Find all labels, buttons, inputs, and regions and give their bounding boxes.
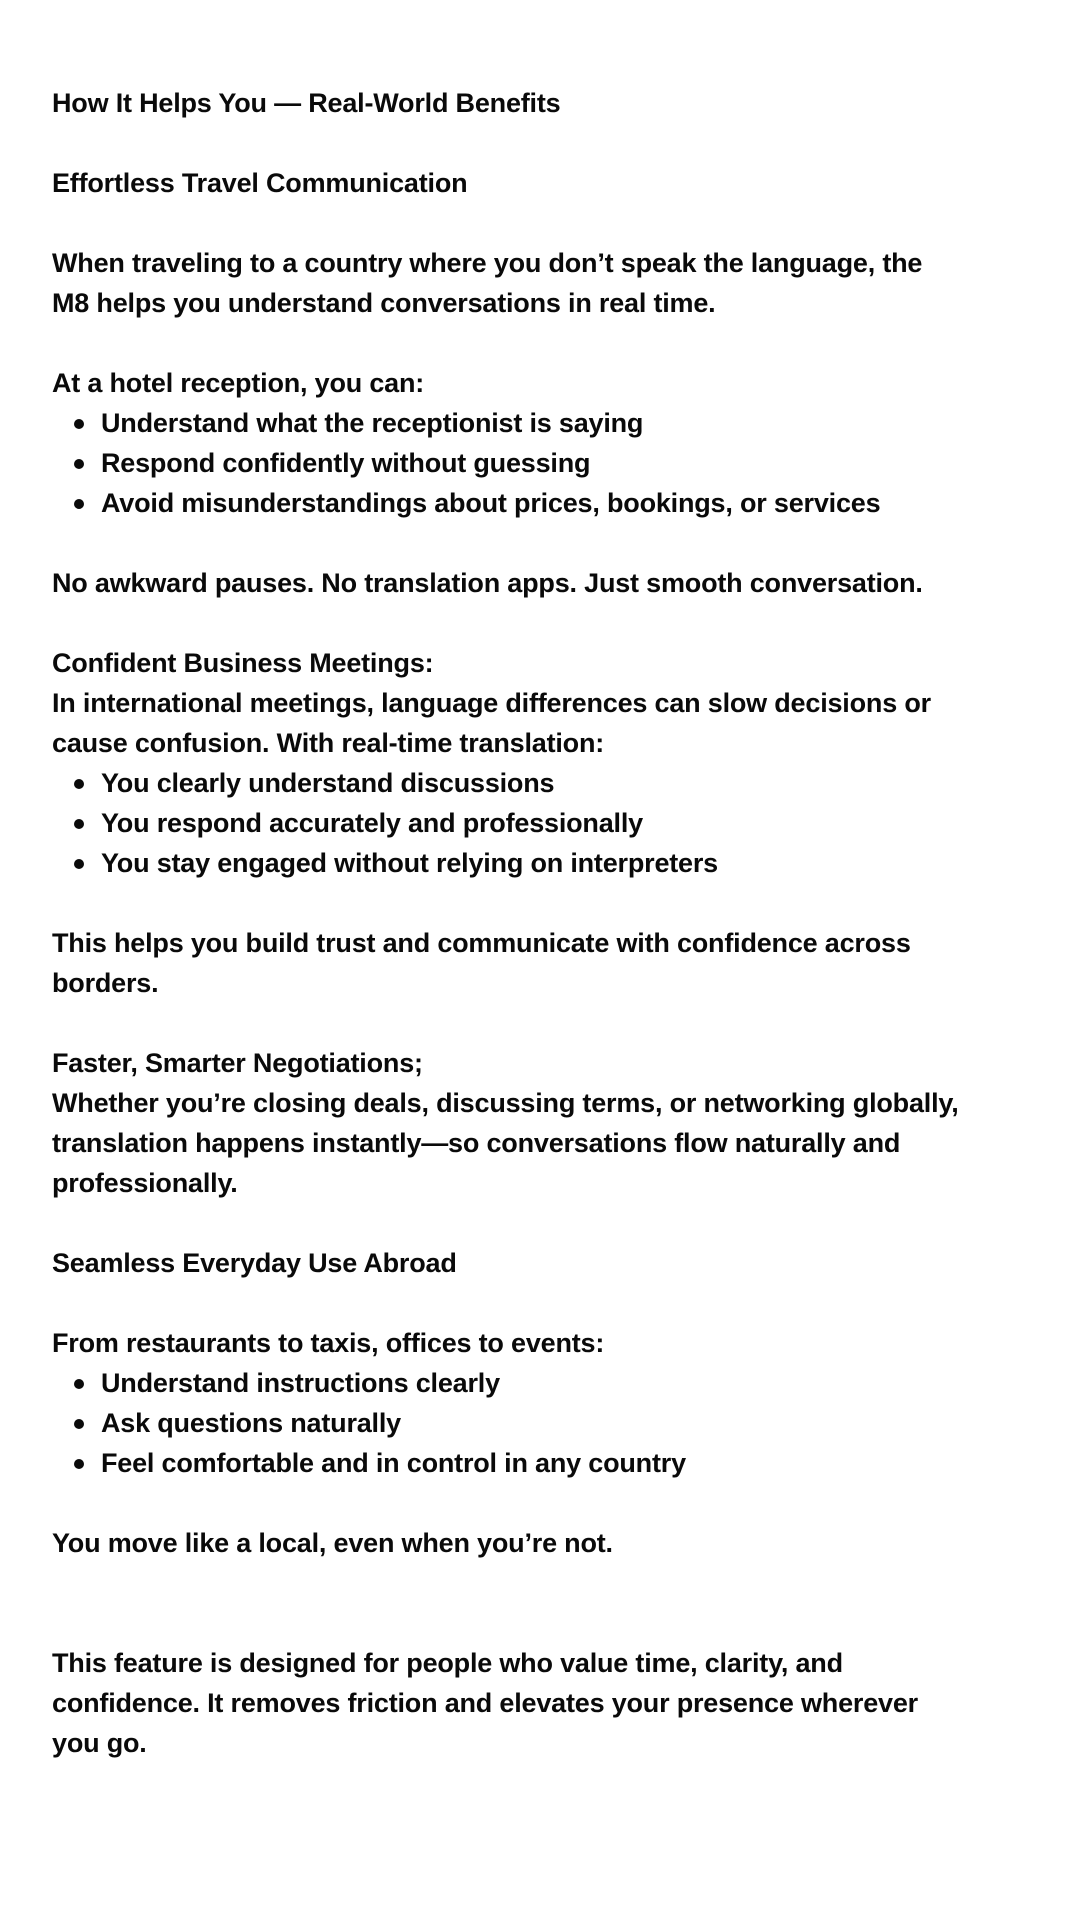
conclusion-line: you go. [52,1728,147,1758]
spacer [52,883,1062,923]
bullet-icon [74,779,84,789]
travel-lead: At a hotel reception, you can: [52,368,425,398]
list-item-text: You clearly understand discussions [101,768,555,798]
list-item [52,443,1062,483]
business-closing-line: This helps you build trust and communicate with confidence across [52,928,911,958]
business-intro-line: cause confusion. With real-time translation: [52,728,605,758]
list-item-text: You respond accurately and professionally [101,808,643,838]
section-heading-travel: Effortless Travel Communication [52,168,468,198]
bullet-icon [74,859,84,869]
list-item [52,483,1062,523]
list-item [52,763,1062,803]
section-heading-business: Confident Business Meetings: [52,648,434,678]
spacer [52,1003,1062,1043]
section-heading-everyday: Seamless Everyday Use Abroad [52,1248,457,1278]
spacer [52,523,1062,563]
spacer [52,1603,1062,1643]
list-item-text: Feel comfortable and in control in any country [101,1448,686,1478]
business-closing-line: borders. [52,968,159,998]
spacer [52,323,1062,363]
list-item [52,403,1062,443]
travel-intro-line: M8 helps you understand conversations in real time. [52,288,716,318]
section-heading-negotiations: Faster, Smarter Negotiations; [52,1048,423,1078]
bullet-icon [74,499,84,509]
travel-intro-line: When traveling to a country where you don’t speak the language, the [52,248,923,278]
page-title: How It Helps You — Real-World Benefits [52,88,561,118]
list-item [52,1443,1062,1483]
list-item [52,803,1062,843]
conclusion-line: confidence. It removes friction and elevates your presence wherever [52,1688,918,1718]
list-item-text: Ask questions naturally [101,1408,401,1438]
spacer [52,1283,1062,1323]
bullet-icon [74,819,84,829]
list-item-text: You stay engaged without relying on interpreters [101,848,718,878]
list-item-text: Avoid misunderstandings about prices, bookings, or services [101,488,881,518]
spacer [52,123,1062,163]
everyday-lead: From restaurants to taxis, offices to events: [52,1328,605,1358]
list-item-text: Understand what the receptionist is saying [101,408,644,438]
bullet-icon [74,459,84,469]
list-item-text: Respond confidently without guessing [101,448,591,478]
list-item [52,1403,1062,1443]
bullet-icon [74,1419,84,1429]
bullet-icon [74,1459,84,1469]
bullet-icon [74,419,84,429]
travel-closing: No awkward pauses. No translation apps. Just smooth conversation. [52,568,923,598]
list-item [52,843,1062,883]
negotiations-body-line: Whether you’re closing deals, discussing terms, or networking globally, [52,1088,959,1118]
negotiations-body-line: translation happens instantly—so conversations flow naturally and [52,1128,901,1158]
spacer [52,1203,1062,1243]
list-item-text: Understand instructions clearly [101,1368,500,1398]
business-intro-line: In international meetings, language differences can slow decisions or [52,688,931,718]
negotiations-body-line: professionally. [52,1168,238,1198]
spacer [52,203,1062,243]
conclusion-line: This feature is designed for people who value time, clarity, and [52,1648,843,1678]
spacer [52,603,1062,643]
spacer [52,1483,1062,1523]
everyday-closing: You move like a local, even when you’re not. [52,1528,613,1558]
list-item [52,1363,1062,1403]
bullet-icon [74,1379,84,1389]
spacer [52,1563,1062,1603]
document-body [52,83,1062,1763]
